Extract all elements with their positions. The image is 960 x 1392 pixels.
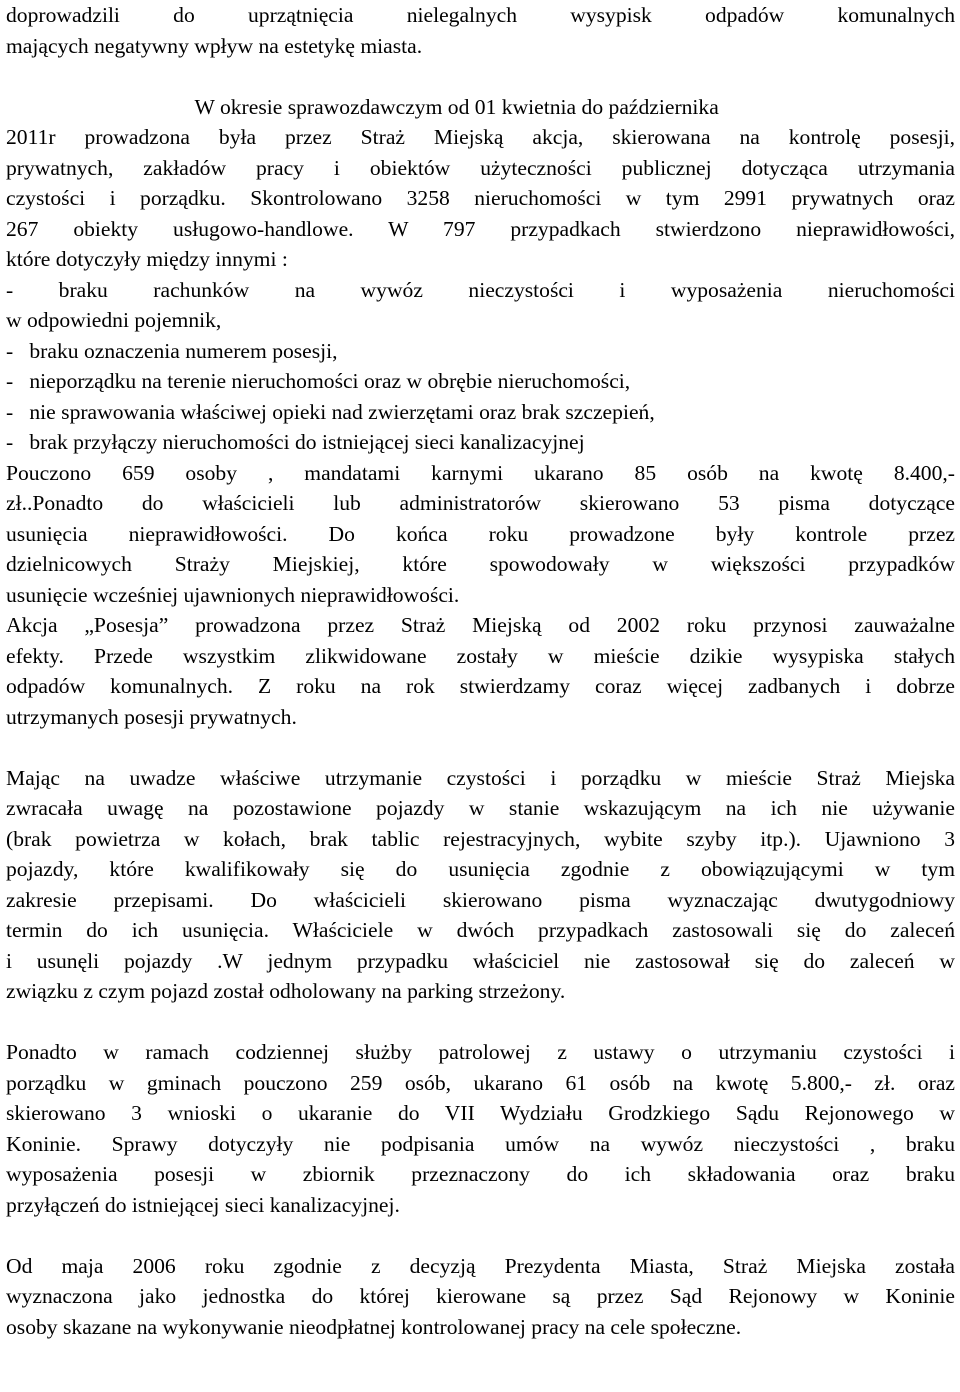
text-line: Pouczono 659 osoby , mandatami karnymi ukarano 85 osób na kwotę 8.400,-: [6, 460, 955, 485]
text-line: czystości i porządku. Skontrolowano 3258 nieruchomości w tym 2991 prywatnych oraz: [6, 186, 955, 210]
text-line: przyłączeń do istniejącej sieci kanalizacyjnej.: [6, 1192, 400, 1217]
text-line: 2011r prowadzona była przez Straż Miejską akcja, skierowana na kontrolę posesji,: [6, 125, 955, 149]
text-line: Ponadto w ramach codziennej służby patrolowej z ustawy o utrzymaniu czystości i: [6, 1040, 955, 1064]
text-line: związku z czym pojazd został odholowany na parking strzeżony.: [6, 979, 566, 1003]
text-line: w odpowiedni pojemnik,: [6, 308, 222, 332]
text-line: porządku w gminach pouczono 259 osób, ukarano 61 osób na kwotę 5.800,- zł. oraz: [6, 1070, 955, 1095]
text-line: usunięcia nieprawidłowości. Do końca roku prowadzone były kontrole przez: [6, 521, 955, 546]
text-line: prywatnych, zakładów pracy i obiektów użyteczności publicznej dotycząca utrzymania: [6, 155, 955, 180]
blank-line: [6, 1007, 955, 1038]
text-line: (brak powietrza w kołach, brak tablic rejestracyjnych, wybite szyby itp.). Ujawniono 3: [6, 826, 955, 851]
text-line: dzielnicowych Straży Miejskiej, które spowodowały w większości przypadków: [6, 552, 955, 576]
text-line: efekty. Przede wszystkim zlikwidowane zostały w mieście dzikie wysypiska stałych: [6, 643, 955, 668]
text-line: Mając na uwadze właściwe utrzymanie czystości i porządku w mieście Straż Miejska: [6, 765, 955, 790]
text-line: - brak przyłączy nieruchomości do istniejącej sieci kanalizacyjnej: [6, 430, 585, 454]
text-line: pojazdy, które kwalifikowały się do usunięcia zgodnie z obowiązującymi w tym: [6, 857, 955, 881]
blank-line: [6, 1220, 955, 1251]
text-line: - braku rachunków na wywóz nieczystości i wyposażenia nieruchomości: [6, 277, 955, 302]
document-page: [6, 0, 955, 1342]
text-line: W okresie sprawozdawczym od 01 kwietnia do października: [6, 94, 719, 119]
text-line: utrzymanych posesji prywatnych.: [6, 704, 297, 729]
text-line: zakresie przepisami. Do właścicieli skierowano pisma wyznaczając dwutygodniowy: [6, 887, 955, 912]
text-line: odpadów komunalnych. Z roku na rok stwierdzamy coraz więcej zadbanych i dobrze: [6, 674, 955, 698]
text-line: Od maja 2006 roku zgodnie z decyzją Prezydenta Miasta, Straż Miejska została: [6, 1253, 955, 1278]
text-line: Koninie. Sprawy dotyczyły nie podpisania umów na wywóz nieczystości , braku: [6, 1131, 955, 1156]
text-line: zwracała uwagę na pozostawione pojazdy w stanie wskazującym na ich nie używanie: [6, 796, 955, 820]
text-line: zł..Ponadto do właścicieli lub administratorów skierowano 53 pisma dotyczące: [6, 491, 955, 515]
text-line: usunięcie wcześniej ujawnionych nieprawidłowości.: [6, 582, 460, 607]
text-line: mających negatywny wpływ na estetykę miasta.: [6, 33, 423, 58]
text-line: 267 obiekty usługowo-handlowe. W 797 przypadkach stwierdzono nieprawidłowości,: [6, 216, 955, 241]
text-line: termin do ich usunięcia. Właściciele w dwóch przypadkach zastosowali się do zaleceń: [6, 918, 955, 942]
text-line: doprowadzili do uprzątnięcia nielegalnych wysypisk odpadów komunalnych: [6, 3, 955, 27]
text-line: - nie sprawowania właściwej opieki nad zwierzętami oraz brak szczepień,: [6, 399, 655, 424]
text-line: Akcja „Posesja” prowadzona przez Straż Miejską od 2002 roku przynosi zauważalne: [6, 613, 955, 637]
blank-line: [6, 732, 955, 763]
text-line: wyznaczona jako jednostka do której kierowane są przez Sąd Rejonowy w Koninie: [6, 1284, 955, 1308]
text-line: skierowano 3 wnioski o ukaranie do VII Wydziału Grodzkiego Sądu Rejonowego w: [6, 1101, 955, 1125]
text-line: osoby skazane na wykonywanie nieodpłatnej kontrolowanej pracy na cele społeczne.: [6, 1314, 742, 1339]
text-line: które dotyczyły między innymi :: [6, 247, 288, 271]
text-line: - braku oznaczenia numerem posesji,: [6, 338, 338, 363]
text-line: - nieporządku na terenie nieruchomości oraz w obrębie nieruchomości,: [6, 369, 631, 393]
blank-line: [6, 61, 955, 92]
text-line: wyposażenia posesji w zbiornik przeznaczony do ich składowania oraz braku: [6, 1162, 955, 1186]
text-line: i usunęli pojazdy .W jednym przypadku właściciel nie zastosował się do zaleceń w: [6, 948, 955, 973]
